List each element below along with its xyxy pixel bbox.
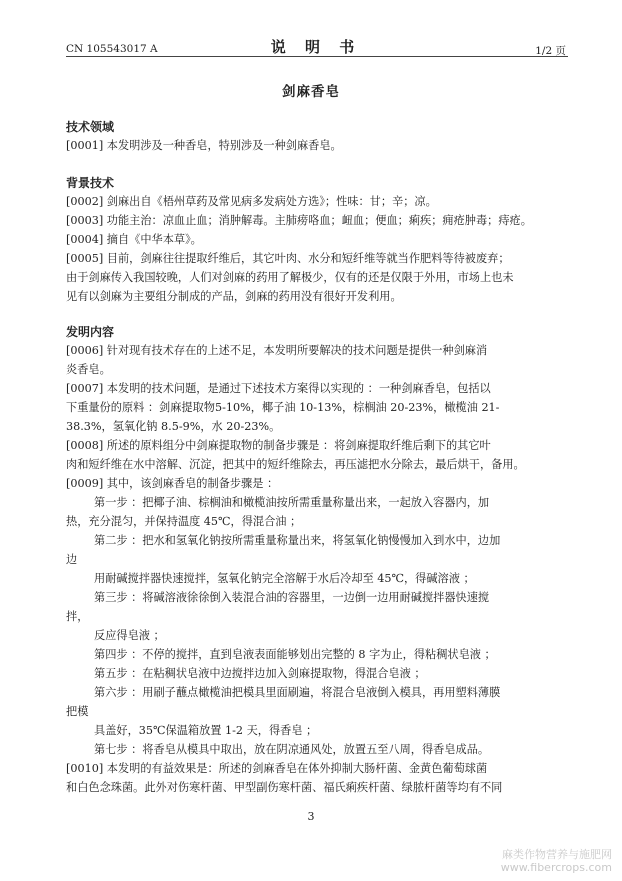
paragraph-line: [0006] 针对现有技术存在的上述不足，本发明所要解决的技术问题是提供一种剑麻消 bbox=[66, 344, 488, 357]
paragraph-line: [0003] 功能主治：凉血止血；消肿解毒。主肺痨咯血；衄血；便血；痢疾；痈疮肿毒；痔疮。 bbox=[66, 214, 532, 227]
step-line: 拌， bbox=[66, 610, 89, 623]
step-line: 第一步 ：把椰子油、棕榈油和橄榄油按所需重量称量出来，一起放入容器内，加 bbox=[94, 496, 490, 509]
header-title: 说 明 书 bbox=[270, 38, 362, 56]
step-line: 热，充分混匀，并保持温度 45℃，得混合油 ； bbox=[66, 515, 302, 528]
step-line: 具盖好，35℃保温箱放置 1-2 天，得香皂 ； bbox=[94, 724, 318, 737]
paragraph-line: 由于剑麻传入我国较晚，人们对剑麻的药用了解极少，仅有的还是仅限于外用，市场上也未 bbox=[66, 271, 514, 284]
watermark bbox=[501, 848, 612, 874]
step-line: 反应得皂液 ； bbox=[94, 629, 165, 642]
step-line: 把模 bbox=[66, 705, 89, 718]
section-heading-tech-field: 技术领域 bbox=[66, 120, 115, 134]
section-heading-content: 发明内容 bbox=[66, 325, 115, 339]
paragraph-line: [0008] 所述的原料组分中剑麻提取物的制备步骤是 ：将剑麻提取纤维后剩下的其它叶 bbox=[66, 439, 491, 452]
step-line: 用耐碱搅拌器快速搅拌，氢氧化钠完全溶解于水后冷却至 45℃，得碱溶液 ； bbox=[94, 572, 475, 585]
section-heading-background: 背景技术 bbox=[66, 176, 115, 190]
header-rule bbox=[66, 56, 568, 57]
patent-number: CN 105543017 A bbox=[66, 43, 158, 55]
paragraph-line: 38.3%，氢氧化钠 8.5-9%，水 20-23%。 bbox=[66, 420, 281, 433]
step-line: 边 bbox=[66, 553, 78, 566]
paragraph-line: 下重量份的原料 ：剑麻提取物5-10%，椰子油 10-13%，棕榈油 20-23%，橄榄油 21- bbox=[66, 401, 500, 414]
paragraph-line: 和白色念珠菌。此外对伤寒杆菌、甲型副伤寒杆菌、福氏痢疾杆菌、绿脓杆菌等均有不同 bbox=[66, 781, 503, 794]
step-line: 第五步 ：在粘稠状皂液中边搅拌边加入剑麻提取物，得混合皂液 ； bbox=[94, 667, 426, 680]
page-indicator: 1/2 页 bbox=[535, 45, 566, 57]
paragraph-line: [0010] 本发明的有益效果是：所述的剑麻香皂在体外抑制大肠杆菌、金黄色葡萄球菌 bbox=[66, 762, 488, 775]
page-number: 3 bbox=[307, 810, 315, 823]
paragraph-line: [0005] 目前，剑麻往往提取纤维后，其它叶肉、水分和短纤维等就当作肥料等待被废弃； bbox=[66, 252, 510, 265]
paragraph-line: [0004] 摘自《中华本草》。 bbox=[66, 233, 202, 246]
step-line: 第六步 ：用刷子蘸点橄榄油把模具里面刷遍，将混合皂液倒入模具，再用塑料薄膜 bbox=[94, 686, 501, 699]
page-header bbox=[66, 36, 566, 57]
paragraph-line: [0002] 剑麻出自《梧州草药及常见病多发病处方选》；性味：甘；辛；凉。 bbox=[66, 195, 437, 208]
document-title: 剑麻香皂 bbox=[282, 84, 340, 100]
step-line: 第四步 ：不停的搅拌，直到皂液表面能够划出完整的 8 字为止，得粘稠状皂液 ； bbox=[94, 648, 496, 661]
watermark-title: 麻类作物营养与施肥网 bbox=[502, 848, 612, 861]
step-line: 第三步 ：将碱溶液徐徐倒入装混合油的容器里，一边倒一边用耐碱搅拌器快速搅 bbox=[94, 591, 490, 604]
paragraph-line: 肉和短纤维在水中溶解、沉淀，把其中的短纤维除去，再压滤把水分除去，最后烘干，备用。 bbox=[66, 458, 525, 471]
watermark-url: www.fibercrops.com bbox=[500, 861, 612, 874]
step-line: 第二步 ：把水和氢氧化钠按所需重量称量出来，将氢氧化钠慢慢加入到水中，边加 bbox=[94, 534, 501, 547]
paragraph-line: 炎香皂。 bbox=[66, 363, 111, 376]
paragraph-line: [0009] 其中，该剑麻香皂的制备步骤是 ： bbox=[66, 477, 279, 490]
paragraph-line: [0001] 本发明涉及一种香皂，特别涉及一种剑麻香皂。 bbox=[66, 139, 342, 152]
paragraph-line: [0007] 本发明的技术问题，是通过下述技术方案得以实现的 ：一种剑麻香皂，包括以 bbox=[66, 382, 491, 395]
step-line: 第七步 ：将香皂从模具中取出，放在阴凉通风处，放置五至八周，得香皂成品。 bbox=[94, 743, 490, 756]
paragraph-line: 见有以剑麻为主要组分制成的产品，剑麻的药用没有很好开发利用。 bbox=[66, 290, 402, 303]
